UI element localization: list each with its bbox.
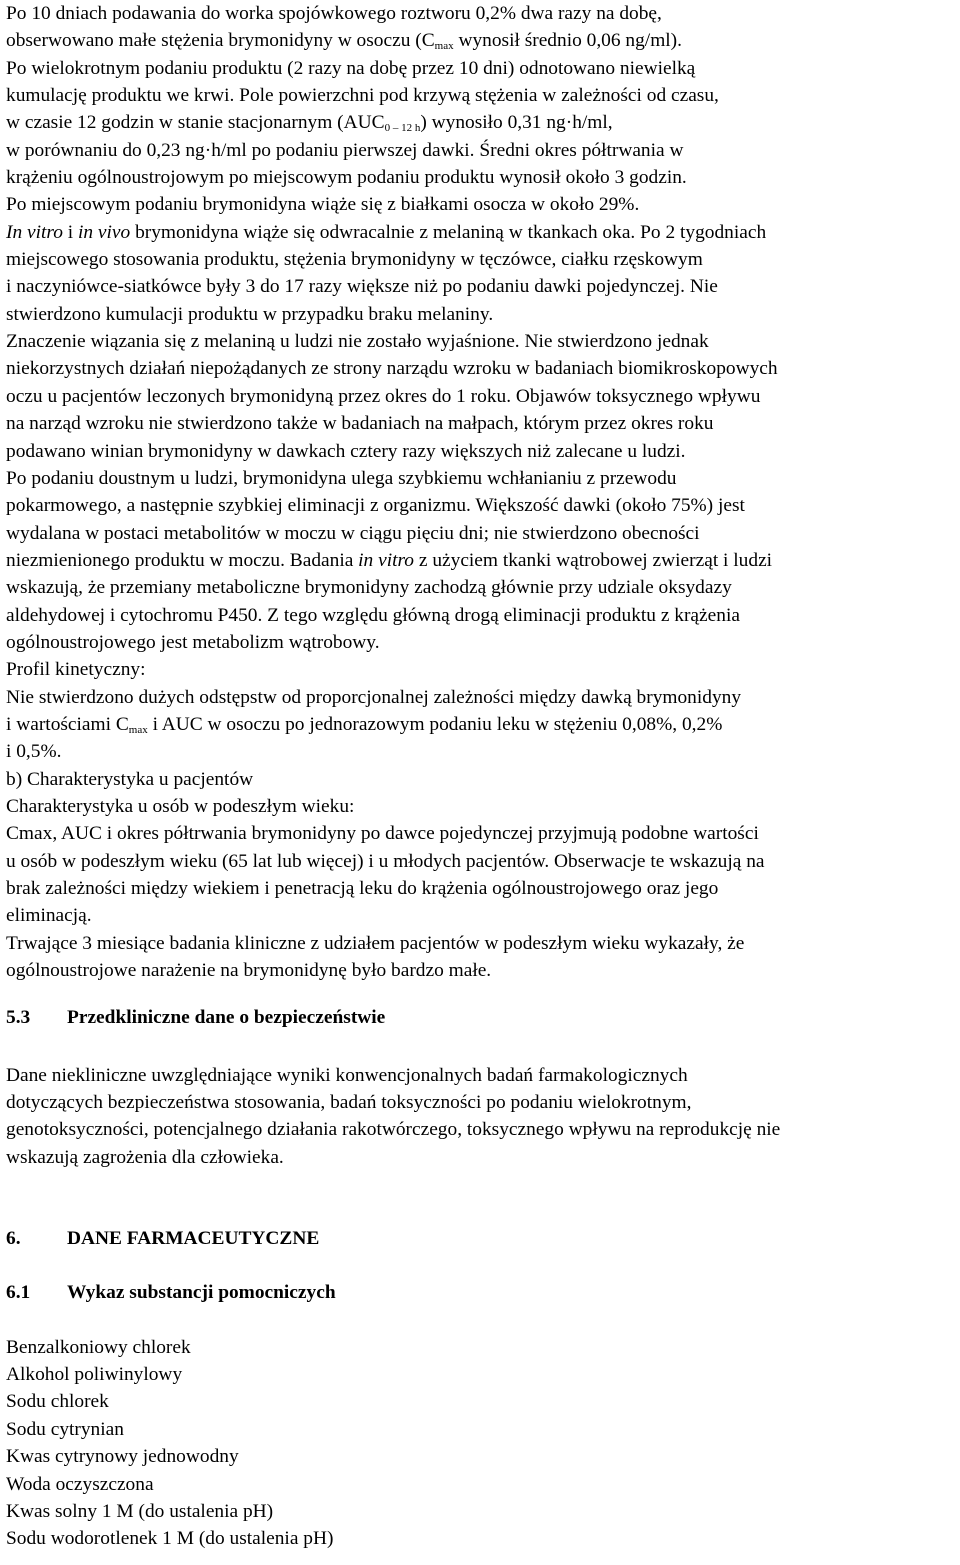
text-line: oczu u pacjentów leczonych brymonidyną przez okres do 1 roku. Objawów toksycznego wpływu [6,385,761,407]
text-line: Profil kinetyczny: [6,659,146,681]
text-line: Cmax, AUC i okres półtrwania brymonidyny po dawce pojedynczej przyjmują podobne wartości [6,823,759,845]
document-page [6,0,956,1553]
section-heading-5-3: 5.3 Przedkliniczne dane o bezpieczeństwie [6,1007,386,1029]
text-line: krążeniu ogólnoustrojowym po miejscowym podaniu produktu wynosił około 3 godzin. [6,167,687,189]
text-line: niekorzystnych działań niepożądanych ze strony narządu wzroku w badaniach biomikroskopowych [6,358,778,380]
text-line: pokarmowego, a następnie szybkiej eliminacji z organizmu. Większość dawki (około 75%) jest [6,495,745,517]
list-item: Sodu wodorotlenek 1 M (do ustalenia pH) [6,1528,334,1550]
text-line: eliminacją. [6,905,92,927]
text-line: ogólnoustrojowe narażenie na brymonidynę było bardzo małe. [6,960,492,982]
text-line: Charakterystyka u osób w podeszłym wieku: [6,795,355,817]
text-line: b) Charakterystyka u pacjentów [6,768,254,790]
text-line: aldehydowej i cytochromu P450. Z tego względu główną drogą eliminacji produktu z krążenia [6,604,740,626]
list-item: Woda oczyszczona [6,1473,154,1495]
text-line: Po miejscowym podaniu brymonidyna wiąże się z białkami osocza w około 29%. [6,194,640,216]
text-line: obserwowano małe stężenia brymonidyny w osoczu ($C_{max}$ wynosił średnio 0,06 ng/ml). [6,30,682,53]
text-line: Trwające 3 miesiące badania kliniczne z udziałem pacjentów w podeszłym wieku wykazały, że [6,932,745,954]
excipients-list [6,1334,956,1553]
pk-paragraph-1 [6,0,956,219]
list-item: Sodu chlorek [6,1391,109,1413]
text-line: w porównaniu do 0,23 ng·h/ml po podaniu pierwszej dawki. Średni okres półtrwania w [6,139,684,161]
text-line: genotoksyczności, potencjalnego działania rakotwórczego, toksycznego wpływu na reprodukcję nie [6,1119,781,1141]
list-item: Alkohol poliwinylowy [6,1364,183,1386]
text-line: miejscowego stosowania produktu, stężenia brymonidyny w tęczówce, ciałku rzęskowym [6,249,703,271]
text-line: Znaczenie wiązania się z melaniną u ludzi nie zostało wyjaśnione. Nie stwierdzono jednak [6,331,709,353]
text-line: Po 10 dniach podawania do worka spojówkowego roztworu 0,2% dwa razy na dobę, [6,3,662,24]
text-line: stwierdzono kumulacji produktu w przypadku braku melaniny. [6,303,494,325]
text-line: w czasie 12 godzin w stanie stacjonarnym $(AUC_{0 - 12 h})$ wynosiło 0,31 ng·h/ml, [6,112,613,135]
section-heading-6-1: 6.1 Wykaz substancji pomocniczych [6,1282,336,1304]
melanin-paragraph [6,219,956,985]
text-line: i 0,5%. [6,741,62,763]
text-line: i naczyniówce-siatkówce były 3 do 17 razy większe niż po podaniu dawki pojedynczej. Nie [6,276,718,298]
text-line: wydalana w postaci metabolitów w moczu w ciągu pięciu dni; nie stwierdzono obecności [6,522,700,544]
text-line: brak zależności między wiekiem i penetracją leku do krążenia ogólnoustrojowego oraz jego [6,878,719,899]
section-heading-6: 6. DANE FARMACEUTYCZNE [6,1228,320,1250]
text-line: wskazują zagrożenia dla człowieka. [6,1146,284,1168]
text-line: niezmienionego produktu w moczu. Badania in vitro z użyciem tkanki wątrobowej zwierząt i ludzi [6,549,773,571]
text-line: In vitro i in vivo brymonidyna wiąże się odwracalnie z melaniną w tkankach oka. Po 2 tygodniach [6,221,767,243]
list-item: Kwas cytrynowy jednowodny [6,1446,239,1468]
text-line: i wartościami $C_{max}$ i AUC w osoczu po jednorazowym podaniu leku w stężeniu 0,08%, 0,2% [6,713,723,736]
text-line: u osób w podeszłym wieku (65 lat lub więcej) i u młodych pacjentów. Obserwacje te wskazują na [6,850,765,872]
preclinical-paragraph [6,1062,956,1171]
text-line: ogólnoustrojowego jest metabolizm wątrobowy. [6,631,380,653]
text-line: Nie stwierdzono dużych odstępstw od proporcjonalnej zależności między dawką brymonidyny [6,686,742,708]
list-item: Benzalkoniowy chlorek [6,1336,191,1358]
list-item: Sodu cytrynian [6,1418,124,1440]
text-line: wskazują, że przemiany metaboliczne brymonidyny zachodzą głównie przy udziale oksydazy [6,577,732,599]
text-line: Po podaniu doustnym u ludzi, brymonidyna ulega szybkiemu wchłanianiu z przewodu [6,467,677,489]
text-line: Po wielokrotnym podaniu produktu (2 razy na dobę przez 10 dni) odnotowano niewielką [6,57,696,79]
text-line: Dane niekliniczne uwzględniające wyniki konwencjonalnych badań farmakologicznych [6,1064,688,1086]
text-line: dotyczących bezpieczeństwa stosowania, badań toksyczności po podaniu wielokrotnym, [6,1092,692,1114]
text-line: na narząd wzroku nie stwierdzono także w badaniach na małpach, którym przez okres roku [6,413,714,435]
text-line: kumulację produktu we krwi. Pole powierzchni pod krzywą stężenia w zależności od czasu, [6,85,719,107]
text-line: podawano winian brymonidyny w dawkach cztery razy większych niż zalecane u ludzi. [6,440,686,462]
list-item: Kwas solny 1 M (do ustalenia pH) [6,1500,274,1522]
